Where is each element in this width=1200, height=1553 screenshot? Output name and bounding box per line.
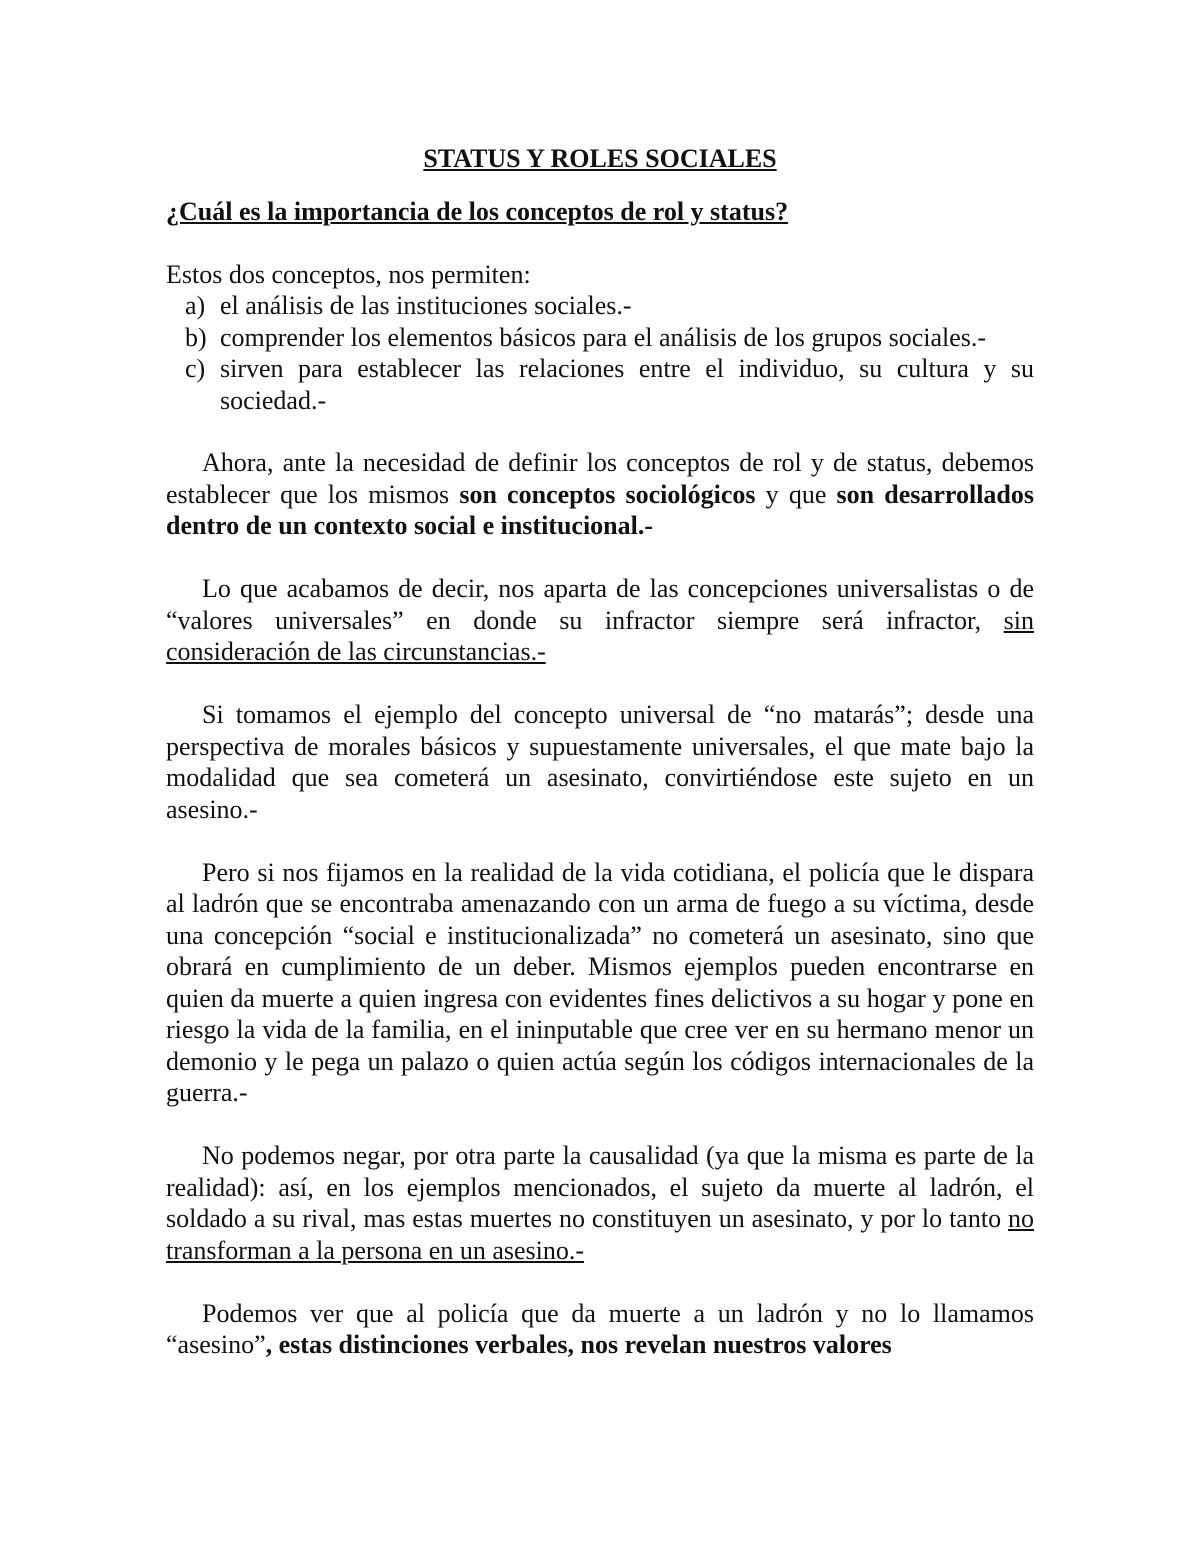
document-page xyxy=(166,138,1034,1392)
paragraph-causality xyxy=(166,1140,1034,1266)
paragraph-text: Ahora, ante la necesidad de definir los conceptos de rol y de status, debemos establecer que los mismos xyxy=(166,448,1034,509)
list-item xyxy=(166,290,1034,322)
list-marker: a) xyxy=(185,291,206,320)
paragraph-definition xyxy=(166,447,1034,542)
underlined-text: no transforman a la persona en un asesino.- xyxy=(166,1204,1034,1265)
list-item-text: sirven para establecer las relaciones entre el individuo, su cultura y su sociedad.- xyxy=(220,354,1034,415)
underlined-text: sin consideración de las circunstancias.- xyxy=(166,605,1034,666)
intro-text: Estos dos conceptos, nos permiten: xyxy=(166,259,531,289)
paragraph-universalism xyxy=(166,573,1034,668)
reasons-list xyxy=(166,290,1034,416)
list-item-text: comprender los elementos básicos para el análisis de los grupos sociales.- xyxy=(220,322,987,352)
paragraph-text: No podemos negar, por otra parte la causalidad (ya que la misma es parte de la realidad): así, en los ejemplos mencionados, el sujeto da muerte al ladrón, el soldado a su rival, mas estas muertes no constituyen un asesinato, y por lo tanto xyxy=(166,1141,1034,1233)
section-question: ¿Cuál es la importancia de los conceptos de rol y status? xyxy=(166,197,789,226)
list-item-text: el análisis de las instituciones sociales.- xyxy=(220,291,632,320)
paragraph-text: y que xyxy=(755,479,837,509)
list-item xyxy=(166,353,1034,416)
list-marker: b) xyxy=(185,322,207,352)
list-marker: c) xyxy=(185,354,206,383)
document-title: STATUS Y ROLES SOCIALES xyxy=(423,144,777,173)
bold-text: son conceptos sociológicos xyxy=(459,479,756,509)
paragraph-text: Lo que acabamos de decir, nos aparta de las concepciones universalistas o de “valores universales” en donde su infractor siempre será infractor, xyxy=(166,574,1034,635)
list-item xyxy=(166,322,1034,354)
paragraph-reality: Pero si nos fijamos en la realidad de la vida cotidiana, el policía que le dispara al ladrón que se encontraba amenazando con un arma de fuego a su víctima, desde una concepción “social e institucionalizada” no cometerá un asesinato, sino que obrará en cumplimiento de un deber. Mismos ejemplos pueden encontrarse en quien da muerte a quien ingresa con evidentes fines delictivos a su hogar y pone en riesgo la vida de la familia, en el ininputable que cree ver en su hermano menor un demonio y le pega un palazo o quien actúa según los códigos internacionales de la guerra.- xyxy=(166,857,1034,1107)
bold-text: son desarrollados dentro de un contexto social e institucional.- xyxy=(166,479,1034,540)
bold-text: , estas distinciones verbales, nos revelan nuestros valores xyxy=(265,1330,892,1359)
paragraph-example: Si tomamos el ejemplo del concepto universal de “no matarás”; desde una perspectiva de morales básicos y supuestamente universales, el que mate bajo la modalidad que sea cometerá un asesinato, convirtiéndose este sujeto en un asesino.- xyxy=(166,700,1034,824)
paragraph-text: Podemos ver que al policía que da muerte a un ladrón y no lo llamamos “asesino” xyxy=(166,1298,1034,1359)
paragraph-values xyxy=(166,1298,1034,1361)
